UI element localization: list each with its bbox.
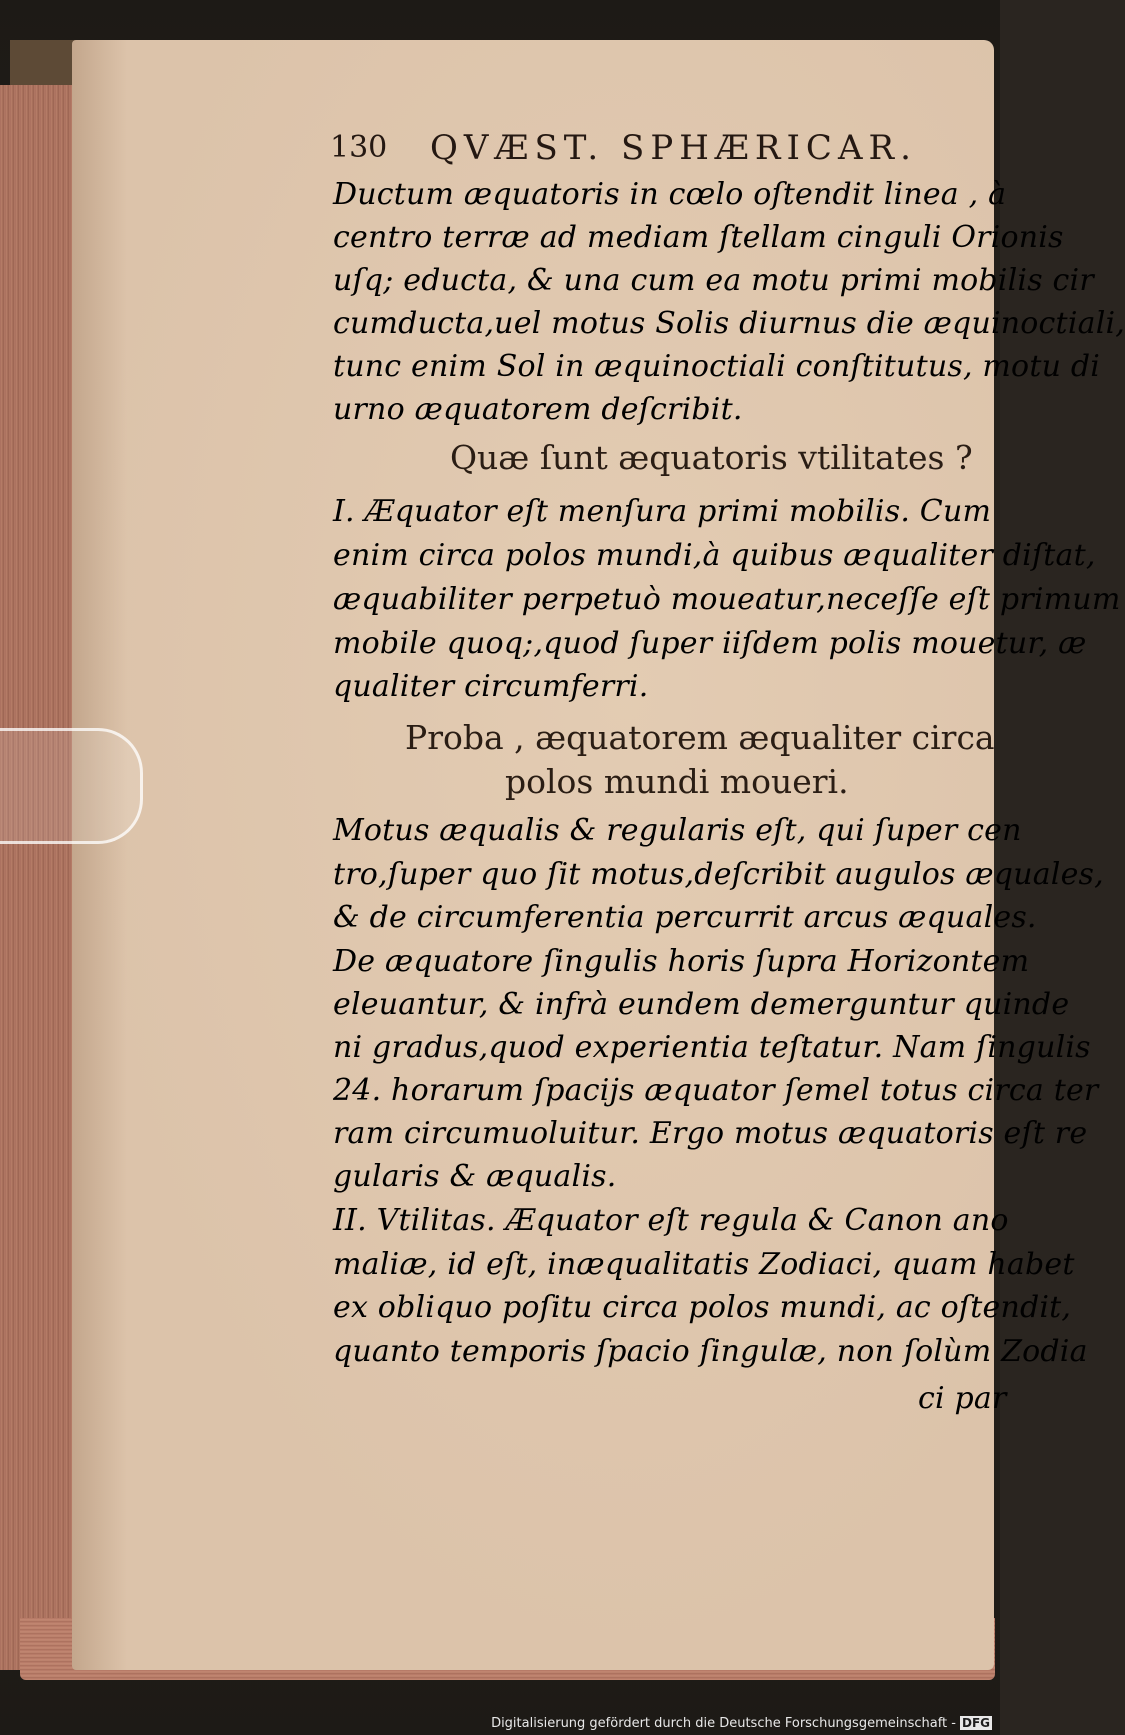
text-line: 24. horarum ſpacijs æquator ſemel totus circa ter — [333, 1073, 1099, 1108]
dfg-logo: DFG — [961, 1716, 990, 1730]
text-line: eleuantur, & infrà eundem demerguntur quinde — [333, 987, 1070, 1022]
section-heading: Quæ ſunt æquatoris vtilitates ? — [450, 438, 973, 477]
text-line: ni gradus,quod experientia teſtatur. Nam ſingulis — [333, 1030, 1091, 1065]
text-line: centro terræ ad mediam ſtellam cinguli Orionis — [333, 220, 1064, 255]
text-line: I. Æquator eſt menſura primi mobilis. Cum — [333, 494, 992, 529]
text-line: & de circumferentia percurrit arcus æquales. — [333, 900, 1037, 935]
running-head: QVÆST. SPHÆRICAR. — [430, 128, 917, 168]
text-line: ex obliquo poſitu circa polos mundi, ac oſtendit, — [333, 1290, 1072, 1325]
bookmark-clip — [0, 728, 143, 844]
text-line: mobile quoq;,quod ſuper iiſdem polis mouetur, æ — [333, 626, 1087, 661]
text-line: cumducta,uel motus Solis diurnus die æquinoctiali, — [333, 306, 1125, 341]
text-line: Motus æqualis & regularis eſt, qui ſuper cen — [333, 813, 1022, 848]
text-line: ram circumuoluitur. Ergo motus æquatoris eſt re — [333, 1116, 1088, 1151]
text-line: tro,ſuper quo ſit motus,deſcribit augulos æquales, — [333, 857, 1104, 892]
section-heading: Proba , æquatorem æqualiter circa — [405, 718, 995, 757]
text-line: enim circa polos mundi,à quibus æqualiter diſtat, — [333, 538, 1096, 573]
catchword: ci par — [918, 1381, 1007, 1416]
footer-text: Digitalisierung gefördert durch die Deutsche Forschungsgemeinschaft - — [491, 1716, 956, 1731]
text-line: uſq; educta, & una cum ea motu primi mobilis cir — [333, 263, 1094, 298]
page-fore-edge — [0, 85, 80, 1670]
text-line: urno æquatorem deſcribit. — [333, 392, 743, 427]
text-line: De æquatore ſingulis horis ſupra Horizontem — [333, 944, 1030, 979]
digitization-footer — [491, 1716, 992, 1731]
text-line: gularis & æqualis. — [333, 1159, 617, 1194]
text-line: æquabiliter perpetuò moueatur,neceſſe eſt primum — [333, 582, 1121, 617]
text-line: maliæ, id eſt, inæqualitatis Zodiaci, quam habet — [333, 1247, 1075, 1282]
text-line: qualiter circumferri. — [333, 669, 649, 704]
text-line: Ductum æquatoris in cœlo oſtendit linea , à — [333, 177, 1007, 212]
section-heading: polos mundi moueri. — [505, 762, 849, 801]
text-line: quanto temporis ſpacio ſingulæ, non ſolùm Zodia — [333, 1334, 1088, 1369]
text-line: tunc enim Sol in æquinoctiali conſtitutus, motu di — [333, 349, 1101, 384]
page-number: 130 — [330, 130, 388, 165]
text-line: II. Vtilitas. Æquator eſt regula & Canon ano — [333, 1203, 1009, 1238]
